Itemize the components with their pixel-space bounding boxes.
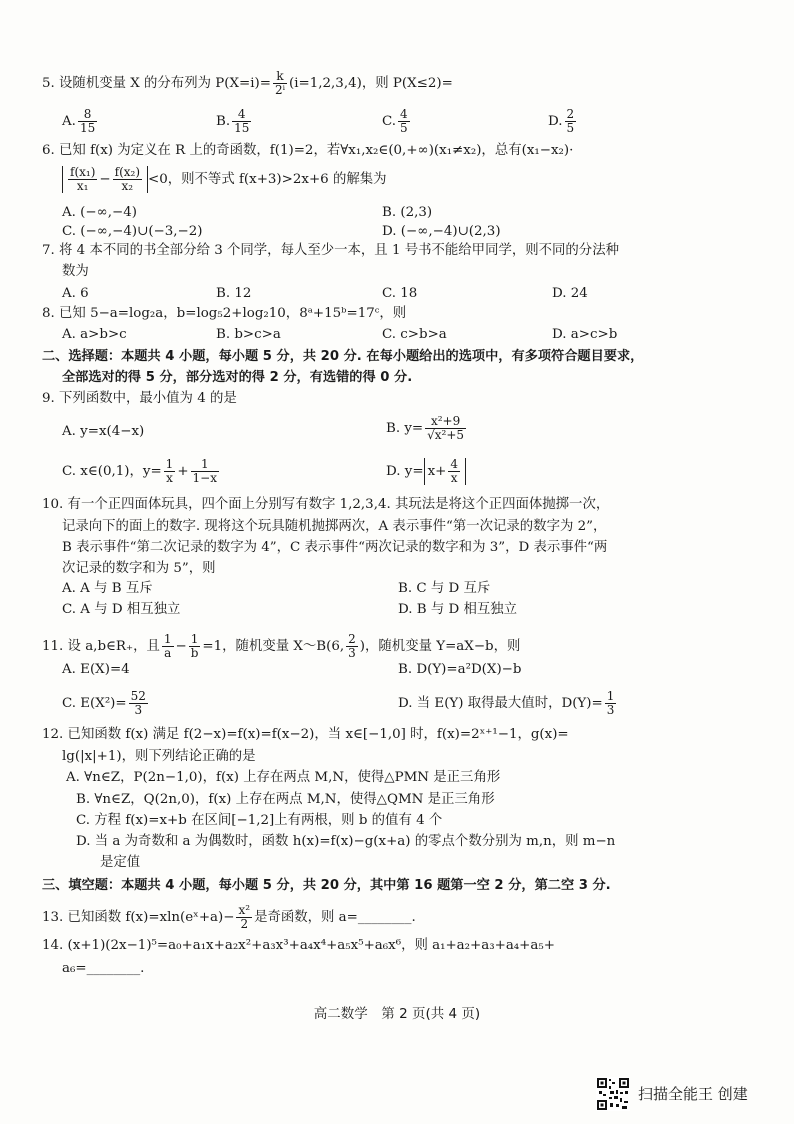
q7-option-a: A. 6 <box>62 286 89 301</box>
q10-option-d: D. B 与 D 相互独立 <box>398 602 518 617</box>
q6-line2: $\frac{\text{f(x₁)}}{\text{x₁}}$ − $\frac{\text{f(x₂)}}{\text{x₂}}$ <0，则不等式 f(x+3)>2x+6 的解集为 <box>62 166 387 193</box>
q6-option-b: B. (2,3) <box>382 205 433 220</box>
q6-option-c: C. (−∞,−4)∪(−3,−2) <box>62 224 203 239</box>
q5-option-c: C. $\frac{4}{5}$ <box>382 107 408 135</box>
q9-option-a: A. y=x(4−x) <box>62 424 145 439</box>
q6-option-a: A. (−∞,−4) <box>62 205 138 220</box>
q11-option-b: B. D(Y)=a²D(X)−b <box>398 662 522 677</box>
scanner-watermark: 扫描全能王 创建 <box>638 1085 748 1103</box>
q12-option-b: B. ∀n∈Z，Q(2n,0)，f(x) 上存在两点 M,N，使得△QMN 是正三角形 <box>76 792 495 807</box>
section3-heading: 三、填空题：本题共 4 小题，每小题 5 分，共 20 分，其中第 16 题第一空 2 分，第二空 3 分. <box>42 878 611 893</box>
q10-line4: 次记录的数字和为 5”，则 <box>62 561 216 576</box>
q10-option-a: A. A 与 B 互斥 <box>62 581 153 596</box>
q7-line1: 7. 将 4 本不同的书全部分给 3 个同学，每人至少一本，且 1 号书不能给甲同学，则不同的分法种 <box>42 243 619 258</box>
q6-option-d: D. (−∞,−4)∪(2,3) <box>382 224 501 239</box>
q5-stem: 5. 设随机变量 X 的分布列为 P(X=i)= $\frac{k}{\text{2ⁱ}}$ (i=1,2,3,4)，则 P(X≤2)= <box>42 69 453 97</box>
q12-option-d-cont: 是定值 <box>100 855 141 870</box>
q7-option-c: C. 18 <box>382 286 418 301</box>
q10-line3: B 表示事件“第二次记录的数字为 4”，C 表示事件“两次记录的数字和为 3”，D 表示事件“两 <box>62 540 608 555</box>
q11-stem: 11. 设 a,b∈R₊，且 $\frac{1}{a}$ − $\frac{1}{b}$ =1，随机变量 X～B(6, $\frac{2}{3}$ )，随机变量 Y=aX−b，则 <box>42 632 521 660</box>
q7-option-b: B. 12 <box>216 286 252 301</box>
q13-stem: 13. 已知函数 f(x)=xln(eˣ+a)− $\frac{\text{x²}}{2}$ 是奇函数，则 a=________. <box>42 903 416 931</box>
q13-answer-blank[interactable]: ________. <box>357 910 416 925</box>
q10-option-b: B. C 与 D 互斥 <box>398 581 491 596</box>
q11-option-a: A. E(X)=4 <box>62 662 130 677</box>
q8-option-a: A. a>b>c <box>62 327 127 342</box>
q5-option-a: A. $\frac{8}{15}$ <box>62 107 96 135</box>
q12-line2: lg(|x|+1)，则下列结论正确的是 <box>62 749 256 764</box>
page-footer: 高二数学 第 2 页(共 4 页) <box>313 1006 481 1022</box>
q14-line1: 14. (x+1)(2x−1)⁵=a₀+a₁x+a₂x²+a₃x³+a₄x⁴+a₅x⁵+a₆x⁶，则 a₁+a₂+a₃+a₄+a₅+ <box>42 938 555 953</box>
q8-option-c: C. c>b>a <box>382 327 447 342</box>
q9-stem: 9. 下列函数中，最小值为 4 的是 <box>42 391 237 406</box>
q8-line1: 8. 已知 5−a=log₂a，b=log₅2+log₂10，8ᵃ+15ᵇ=17ᶜ，则 <box>42 306 407 321</box>
q9-option-b: B. y= $\frac{\text{x²+9}}{\text{√x²+5}}$ <box>386 414 465 442</box>
q7-option-d: D. 24 <box>552 286 588 301</box>
q10-option-c: C. A 与 D 相互独立 <box>62 602 181 617</box>
qr-code-icon <box>596 1077 630 1111</box>
q6-line1: 6. 已知 f(x) 为定义在 R 上的奇函数，f(1)=2，若∀x₁,x₂∈(0,+∞)(x₁≠x₂)，总有(x₁−x₂)· <box>42 143 574 158</box>
q5-option-d: D. $\frac{2}{5}$ <box>548 107 575 135</box>
q7-line2: 数为 <box>62 264 89 279</box>
q12-option-c: C. 方程 f(x)=x+b 在区间[−1,2]上有两根，则 b 的值有 4 个 <box>76 813 443 828</box>
q9-option-c: C. x∈(0,1)，y= $\frac{1}{x}$ + $\frac{1}{1-x}$ <box>62 457 218 485</box>
q9-option-d: D. y= x+ $\frac{4}{x}$ <box>386 458 466 485</box>
q11-option-c: C. E(X²)= $\frac{52}{3}$ <box>62 689 146 717</box>
q10-line2: 记录向下的面上的数字. 现将这个玩具随机抛掷两次，A 表示事件“第一次记录的数字为 2”， <box>62 519 607 534</box>
q11-option-d: D. 当 E(Y) 取得最大值时，D(Y)= $\frac{1}{3}$ <box>398 689 615 717</box>
q5-option-b: B. $\frac{4}{15}$ <box>216 107 250 135</box>
q14-line2[interactable]: a₆=________. <box>62 961 145 976</box>
q12-line1: 12. 已知函数 f(x) 满足 f(2−x)=f(x)=f(x−2)，当 x∈[−1,0] 时，f(x)=2ˣ⁺¹−1，g(x)= <box>42 727 569 742</box>
q8-option-d: D. a>c>b <box>552 327 618 342</box>
section2-heading: 二、选择题：本题共 4 小题，每小题 5 分，共 20 分. 在每小题给出的选项中，有多项符合题目要求， <box>42 349 644 364</box>
q8-option-b: B. b>c>a <box>216 327 281 342</box>
q12-option-d: D. 当 a 为奇数和 a 为偶数时，函数 h(x)=f(x)−g(x+a) 的零点个数分别为 m,n，则 m−n <box>76 834 616 849</box>
section2-heading-line2: 全部选对的得 5 分，部分选对的得 2 分，有选错的得 0 分. <box>62 370 413 385</box>
q10-line1: 10. 有一个正四面体玩具，四个面上分别写有数字 1,2,3,4. 其玩法是将这个正四面体抛掷一次， <box>42 497 610 512</box>
q12-option-a: A. ∀n∈Z，P(2n−1,0)，f(x) 上存在两点 M,N，使得△PMN 是正三角形 <box>66 770 501 785</box>
